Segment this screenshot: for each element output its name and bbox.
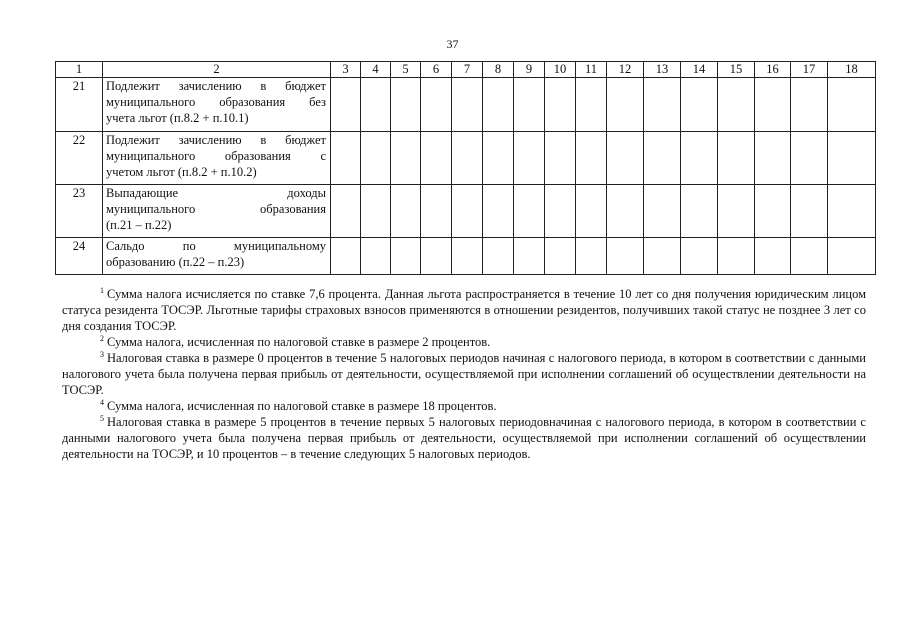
column-header: 7 xyxy=(452,62,483,78)
table-cell xyxy=(391,78,421,132)
table-cell xyxy=(452,238,483,275)
table-cell xyxy=(483,78,514,132)
table-cell xyxy=(644,132,681,185)
table-cell xyxy=(331,132,361,185)
footnote-marker: 2 xyxy=(100,334,104,343)
table-cell xyxy=(791,78,828,132)
description-line: Подлежит зачислению в бюджет xyxy=(106,79,326,93)
row-number: 21 xyxy=(56,78,103,132)
table-cell xyxy=(545,78,576,132)
table-cell xyxy=(828,78,876,132)
table-cell xyxy=(576,132,607,185)
table-cell xyxy=(791,132,828,185)
table-cell xyxy=(483,238,514,275)
data-table xyxy=(55,61,876,275)
table-row xyxy=(56,185,876,238)
column-header: 16 xyxy=(755,62,791,78)
column-header: 12 xyxy=(607,62,644,78)
column-header: 15 xyxy=(718,62,755,78)
column-header: 6 xyxy=(421,62,452,78)
table-cell xyxy=(514,238,545,275)
table-cell xyxy=(421,238,452,275)
table-cell xyxy=(576,78,607,132)
description-line: муниципального образования xyxy=(106,202,326,216)
table-cell xyxy=(361,185,391,238)
table-cell xyxy=(755,185,791,238)
table-cell xyxy=(421,185,452,238)
column-header: 17 xyxy=(791,62,828,78)
table-cell xyxy=(331,238,361,275)
description-line: образованию (п.22 – п.23) xyxy=(106,255,245,269)
description-line: муниципального образования с xyxy=(106,149,326,163)
table-cell xyxy=(791,185,828,238)
row-number: 23 xyxy=(56,185,103,238)
table-cell xyxy=(361,132,391,185)
table-cell xyxy=(644,238,681,275)
description-line: учетом льгот (п.8.2 + п.10.2) xyxy=(106,165,257,179)
table-cell xyxy=(828,132,876,185)
table-cell xyxy=(331,185,361,238)
column-header: 14 xyxy=(681,62,718,78)
table-cell xyxy=(545,238,576,275)
table-cell xyxy=(718,132,755,185)
column-header: 4 xyxy=(361,62,391,78)
table-cell xyxy=(607,238,644,275)
table-cell xyxy=(331,78,361,132)
table-cell xyxy=(483,185,514,238)
table-row xyxy=(56,132,876,185)
table-cell xyxy=(644,185,681,238)
row-number: 24 xyxy=(56,238,103,275)
table-cell xyxy=(452,185,483,238)
row-number: 22 xyxy=(56,132,103,185)
column-header: 18 xyxy=(828,62,876,78)
table-cell xyxy=(718,238,755,275)
footnote-marker: 4 xyxy=(100,398,104,407)
column-header: 8 xyxy=(483,62,514,78)
row-description xyxy=(103,185,331,238)
table-cell xyxy=(391,185,421,238)
table-cell xyxy=(607,185,644,238)
table-cell xyxy=(514,132,545,185)
table-cell xyxy=(681,78,718,132)
table-cell xyxy=(576,238,607,275)
description-line: Выпадающие доходы xyxy=(106,186,326,200)
table-cell xyxy=(514,78,545,132)
table-cell xyxy=(755,132,791,185)
description-line: (п.21 – п.22) xyxy=(106,218,172,232)
description-line: Сальдо по муниципальному xyxy=(106,239,326,253)
footnote-marker: 1 xyxy=(100,286,104,295)
table-cell xyxy=(828,185,876,238)
column-header: 1 xyxy=(56,62,103,78)
table-cell xyxy=(718,185,755,238)
table-cell xyxy=(681,185,718,238)
table-cell xyxy=(681,238,718,275)
table-cell xyxy=(791,238,828,275)
table-cell xyxy=(545,132,576,185)
table-cell xyxy=(361,238,391,275)
column-header: 13 xyxy=(644,62,681,78)
row-description xyxy=(103,132,331,185)
table-cell xyxy=(421,78,452,132)
table-cell xyxy=(514,185,545,238)
table-cell xyxy=(755,238,791,275)
table-cell xyxy=(452,78,483,132)
footnote xyxy=(62,350,866,398)
column-header: 10 xyxy=(545,62,576,78)
column-header: 11 xyxy=(576,62,607,78)
table-cell xyxy=(644,78,681,132)
row-description xyxy=(103,238,331,275)
footnote-text: Налоговая ставка в размере 5 процентов в течение первых 5 налоговых периодовначиная с налогового периода, в котором в соответствии с данными налогового учета была получена первая прибыль от деятельности, осуществляемой при исполнении соглашений об осуществлении деятельности на ТОСЭР, и 10 процентов – в течение следующих 5 налоговых периодов. xyxy=(62,415,866,461)
footnote-marker: 3 xyxy=(100,350,104,359)
table-cell xyxy=(452,132,483,185)
table-row xyxy=(56,238,876,275)
column-header: 5 xyxy=(391,62,421,78)
table-cell xyxy=(421,132,452,185)
table-row xyxy=(56,78,876,132)
column-header: 3 xyxy=(331,62,361,78)
footnote-text: Сумма налога, исчисленная по налоговой ставке в размере 2 процентов. xyxy=(107,335,491,349)
table-header-row xyxy=(56,62,876,78)
footnote xyxy=(62,398,866,414)
description-line: учета льгот (п.8.2 + п.10.1) xyxy=(106,111,249,125)
table-cell xyxy=(483,132,514,185)
table-cell xyxy=(391,132,421,185)
table-cell xyxy=(607,78,644,132)
description-line: муниципального образования без xyxy=(106,95,326,109)
table-cell xyxy=(718,78,755,132)
table-cell xyxy=(755,78,791,132)
column-header: 2 xyxy=(103,62,331,78)
page-number: 37 xyxy=(446,37,459,51)
footnote-marker: 5 xyxy=(100,414,104,423)
footnote xyxy=(62,414,866,462)
table-cell xyxy=(545,185,576,238)
footnote-text: Сумма налога, исчисленная по налоговой ставке в размере 18 процентов. xyxy=(107,399,497,413)
table-cell xyxy=(681,132,718,185)
row-description xyxy=(103,78,331,132)
footnote xyxy=(62,334,866,350)
table-cell xyxy=(828,238,876,275)
footnote xyxy=(62,286,866,334)
table-cell xyxy=(361,78,391,132)
footnotes xyxy=(62,286,866,462)
description-line: Подлежит зачислению в бюджет xyxy=(106,133,326,147)
column-header: 9 xyxy=(514,62,545,78)
table-cell xyxy=(576,185,607,238)
footnote-text: Сумма налога исчисляется по ставке 7,6 процента. Данная льгота распространяется в течение 10 лет со дня получения юридическим лицом статуса резидента ТОСЭР. Льготные тарифы страховых взносов применяются в отношении резидентов, получивших такой статус не позднее 3 лет со дня создания ТОСЭР. xyxy=(62,287,866,333)
footnote-text: Налоговая ставка в размере 0 процентов в течение 5 налоговых периодов начиная с налогового периода, в котором в соответствии с данными налогового учета была получена первая прибыль от деятельности, осуществляемой при исполнении соглашений об осуществлении деятельности на ТОСЭР. xyxy=(62,351,866,397)
table-cell xyxy=(391,238,421,275)
table-cell xyxy=(607,132,644,185)
